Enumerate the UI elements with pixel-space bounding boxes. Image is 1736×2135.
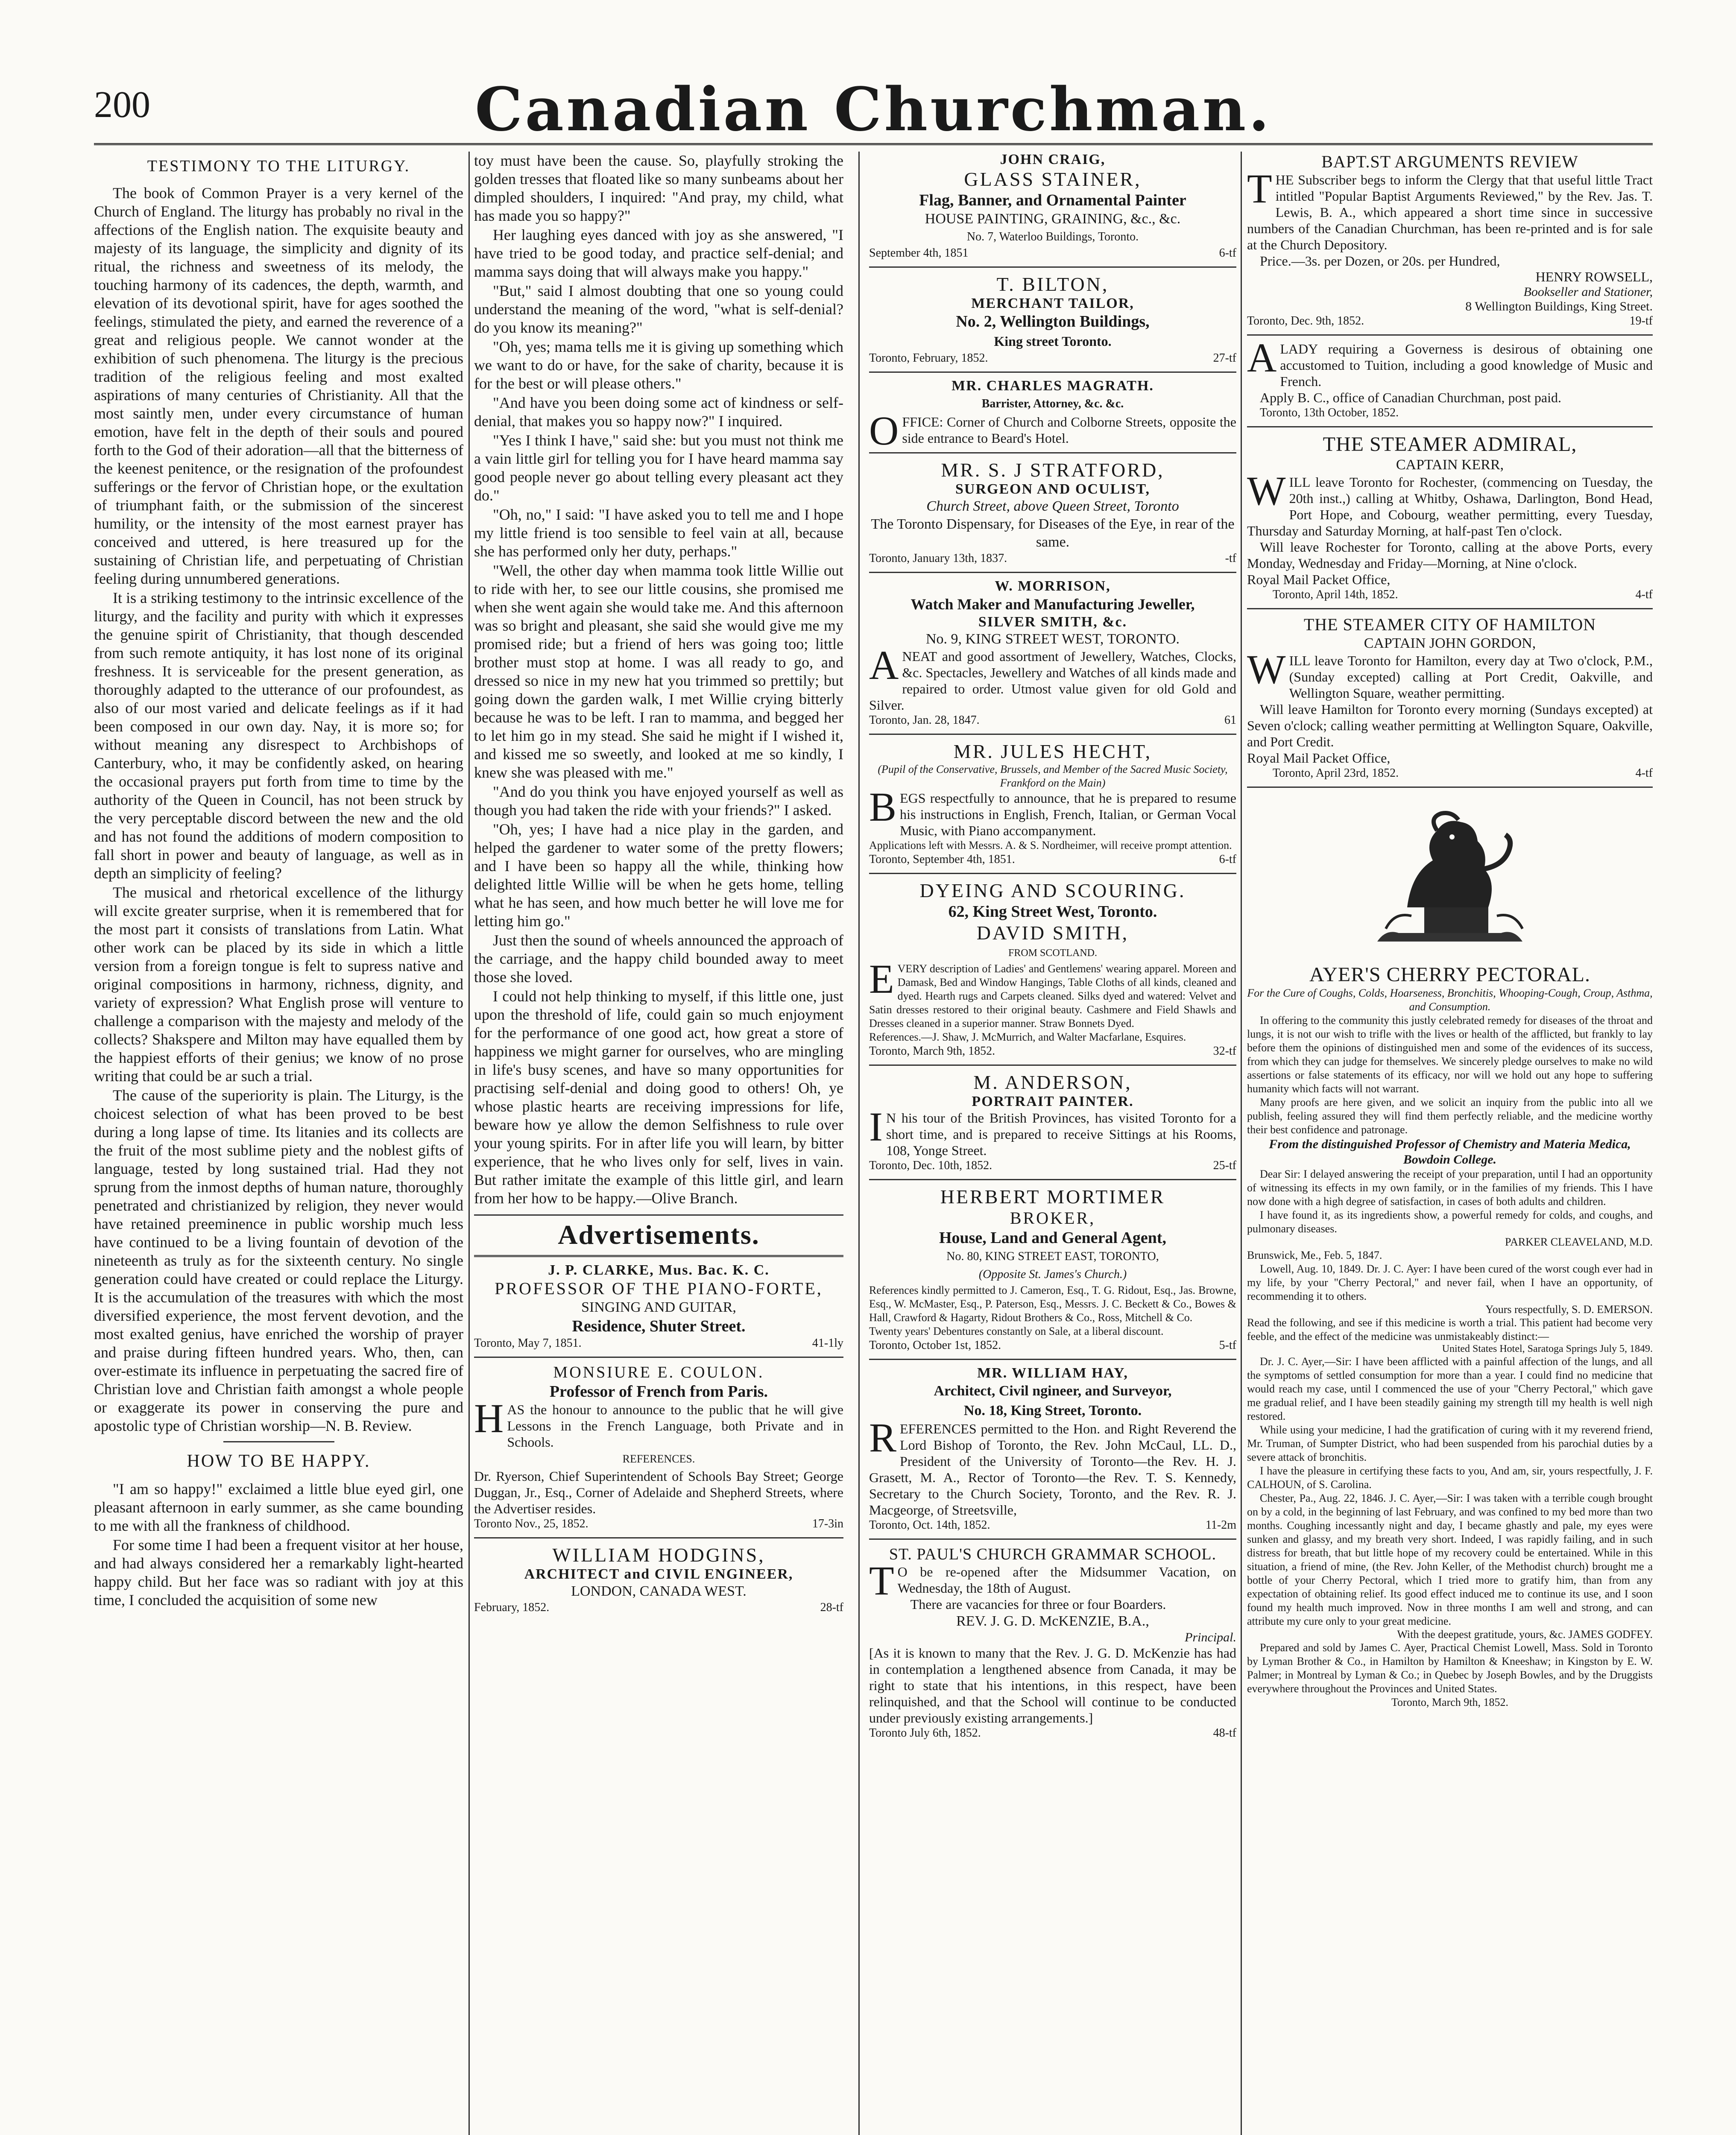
column-1 (94, 152, 463, 2135)
masthead-rule (94, 143, 1653, 145)
ad-date: Toronto, Dec. 10th, 1852. (869, 1159, 992, 1172)
ad-line: Flag, Banner, and Ornamental Painter (919, 191, 1186, 209)
masthead (94, 75, 1653, 152)
ad-signature-title: Principal. (1185, 1630, 1236, 1644)
ad-signature: HENRY ROWSELL, (1535, 269, 1653, 284)
advertisements-heading: Advertisements. (558, 1220, 760, 1250)
ad-name: J. P. CLARKE, Mus. Bac. K. C. (548, 1262, 770, 1278)
paragraph: "Well, the other day when mamma took little Willie out to ride with her, to see our little cousins, she promised me when she went again she would take me. And this afternoon was so bright and pleasant, she said she would give me my promised ride; but a friend of hers was going too; little brother must stop at home. I was all ready to go, and dressed so nice in my new hat you trimmed so prettily; but going down the garden walk, I met Willie crying bitterly because he was to be left. I ran to mamma, and begged her to let him go in my stead. She said he might if I wished it, and kissed me so sweetly, and looked at me so kindly, I knew she was pleased with me." (474, 562, 843, 781)
ad-name: MR. WILLIAM HAY, (977, 1365, 1128, 1381)
ad-text: Chester, Pa., Aug. 22, 1846. J. C. Ayer,—Sir: I was taken with a terrible cough brought on by a cold, in the beginning of last February, and was confined to my bed more than two months. Coughing incessantly night and day, I became ghastly and pale, my eyes were sunken and glassy, and my breath very short. Indeed, I was rapidly failing, and in such distress for breath, that but little hope of my recovery could be entertained. While in this situation, a friend of mine, (the Rev. John Keller, of the Methodist church) brought me a bottle of your Cherry Pectoral, which I tried more to gratify him, than from any expectation of obtaining relief. Its good effect induced me to continue its use, and I soon found my health much improved. Now in three months I am well and strong, and can attribute my cure only to your great medicine. (1247, 1492, 1653, 1627)
ad-line: (Opposite St. James's Church.) (978, 1268, 1127, 1281)
ad-line: No. 9, KING STREET WEST, TORONTO. (925, 631, 1180, 647)
ad-line: Watch Maker and Manufacturing Jeweller, (910, 596, 1195, 613)
ad-name: MR. CHARLES MAGRATH. (951, 378, 1154, 394)
ad-morrison (869, 573, 1236, 735)
ad-code: 4-tf (1635, 588, 1653, 601)
ad-code: 19-tf (1629, 314, 1653, 328)
paragraph: The cause of the superiority is plain. The Liturgy, is the choicest selection of what has been proved to be best during a long lapse of time. Its litanies and its collects are the fruit of the most sublime piety and the noblest gifts of language, tested by long sustained trial. Had they not sprung from the inmost depths of human nature, thoroughly penetrated and christianized by religion, they never would have retained preeminence in public worship much less have continued to be a living fountain of devotion of the nineteenth as truly as for the sixteenth century. No single generation could have created or could replace the Liturgy. It is the accumulation of the treasures with which the most diversified experience, the most fervent devotion, and the most exalted genius, have enriched the worship of prayer and praise during fifteen hundred years. Who, then, can over-estimate its influence in perpetuating the sacred fire of Christian love and Christian faith amongst a whole people or exaggerate its power in conserving the pure and apostolic type of Christian worship—N. B. Review. (94, 1087, 463, 1434)
ad-refs-heading: REFERENCES. (622, 1453, 695, 1465)
ad-code: 48-tf (1213, 1726, 1236, 1740)
ad-code: 32-tf (1213, 1044, 1236, 1058)
ad-text: References kindly permitted to J. Cameron, Esq., T. G. Ridout, Esq., Jas. Browne, Esq., W. McMaster, Esq., P. Paterson, Esq., Messrs. J. C. Beckett & Co., Bowes & Hall, Crawford & Hagarty, Ridout Brothers & Co., Ross, Mitchell & Co. (869, 1284, 1236, 1324)
ad-line: Professor of French from Paris. (549, 1383, 768, 1401)
ad-signature: 8 Wellington Buildings, King Street. (1465, 299, 1653, 313)
ad-text: Applications left with Messrs. A. & S. Nordheimer, will receive prompt attention. (869, 839, 1232, 851)
divider (223, 1441, 334, 1442)
ad-line: The Toronto Dispensary, for Diseases of the Eye, in rear of the same. (871, 516, 1235, 550)
ad-name: WILLIAM HODGINS, (552, 1544, 765, 1566)
ad-code: 28-tf (820, 1601, 843, 1614)
paragraph: "Oh, yes; I have had a nice play in the garden, and helped the gardener to water some of the pretty flowers; and I have been so happy all the while, thinking how delighted little Willie will be when he gets home, telling what he has seen, and how much better he will love me for letting him go." (474, 821, 843, 930)
ad-text: While using your medicine, I had the gratification of curing with it my reverend friend, Mr. Truman, of Sumpter District, who had been suspended from his parochial duties by a severe attack of bronchitis. (1247, 1424, 1653, 1463)
ad-code: 25-tf (1213, 1159, 1236, 1172)
paragraph: toy must have been the cause. So, playfully stroking the golden tresses that floated like so many sunbeams about her dimpled shoulders, I inquired: "And pray, my child, what has made you so happy?" (474, 152, 843, 224)
ad-text: Dr. J. C. Ayer,—Sir: I have been afflicted with a painful affection of the lungs, and all the symptoms of settled consumption for more than a year. I could find no medicine that would reach my case, until I commenced the use of your "Cherry Pectoral," which gave me gradual relief, and I have been steadily gaining my strength till my health is well nigh restored. (1247, 1355, 1653, 1422)
ad-signature: With the deepest gratitude, yours, &c. JAMES GODFEY. (1397, 1628, 1653, 1641)
ad-code: 41-1ly (812, 1337, 843, 1350)
ad-text: ANEAT and good assortment of Jewellery, Watches, Clocks, &c. Spectacles, Jewellery and Watches of all kinds made and repaired to order. Utmost value given for old Gold and Silver. (869, 642, 1236, 713)
ad-date: Toronto, 13th October, 1852. (1260, 406, 1399, 419)
ad-date: Toronto, September 4th, 1851. (869, 853, 1015, 866)
ad-line: No. 2, Wellington Buildings, (956, 313, 1150, 330)
paragraph: "But," said I almost doubting that one so young could understand the meaning of the word, "what is self-denial? do you know its meaning?" (474, 282, 843, 336)
ad-code: 17-3in (812, 1517, 843, 1530)
ad-name: JOHN CRAIG, (1000, 152, 1106, 167)
ad-name: BAPT.ST ARGUMENTS REVIEW (1321, 152, 1578, 171)
ad-line: SINGING AND GUITAR, (581, 1299, 736, 1315)
ad-text: ALADY requiring a Governess is desirous of obtaining one accustomed to Tuition, including a good knowledge of Music and French. (1247, 335, 1653, 389)
paragraph: I could not help thinking to myself, if this little one, just upon the threshold of life, could gain so much enjoyment for the performance of one good act, how great a store of happiness we might garner for ourselves, who are mingling in life's busy scenes, and have so many opportunities for practising self-denial and doing good to others! Oh, ye whose plastic hearts are receiving impressions for life, beware how ye allow the demon Selfishness to rule over your young spirits. For in after life you will learn, by bitter experience, that he who lives only for self, lives in vain. But rather imitate the example of this little girl, and learn from her how to be happy.—Olive Branch. (474, 988, 843, 1207)
ad-name: AYER'S CHERRY PECTORAL. (1309, 963, 1590, 986)
ad-governess (1247, 336, 1653, 427)
ad-name: M. ANDERSON, (973, 1071, 1132, 1093)
ad-line: Architect, Civil ngineer, and Surveyor, (934, 1383, 1172, 1399)
ad-text: Twenty years' Debentures constantly on Sale, at a liberal discount. (869, 1325, 1164, 1337)
ad-text: Many proofs are here given, and we solicit an inquiry from the public into all we publish, feeling assured they will find them perfectly reliable, and the medicine worthy their best confidence and patronage. (1247, 1096, 1653, 1136)
ad-name: MR. S. J STRATFORD, (941, 459, 1165, 481)
ad-line: Barrister, Attorney, &c. &c. (981, 397, 1124, 410)
ad-code: 4-tf (1635, 766, 1653, 780)
ad-signature: PARKER CLEAVELAND, M.D. (1505, 1236, 1653, 1248)
ad-text: WILL leave Toronto for Rochester, (commencing on Tuesday, the 20th inst.,) calling at Whitby, Oshawa, Darlington, Bond Head, Port Hope, and Cobourg, weather permitting, every Tuesday, Thursday and Saturday Morning, at half-past Ten o'clock. (1247, 468, 1653, 538)
ad-line: 62, King Street West, Toronto. (948, 903, 1157, 921)
paragraph: Just then the sound of wheels announced the approach of the carriage, and the happy child bounded away to meet those she loved. (474, 932, 843, 986)
ad-line: ARCHITECT and CIVIL ENGINEER, (524, 1566, 793, 1582)
ad-date: Toronto July 6th, 1852. (869, 1726, 981, 1740)
ad-text: Will leave Rochester for Toronto, calling at the above Ports, every Monday, Wednesday and Friday—Morning, at Nine o'clock. (1247, 539, 1653, 571)
ad-date: Toronto, April 23rd, 1852. (1273, 766, 1399, 780)
ad-hay (869, 1360, 1236, 1540)
ad-date: Toronto, April 14th, 1852. (1273, 588, 1398, 601)
lion-vignette-icon (1360, 801, 1540, 954)
ad-line: PORTRAIT PAINTER. (972, 1094, 1134, 1109)
ad-line: SILVER SMITH, &c. (978, 614, 1127, 630)
ad-name: W. MORRISON, (995, 578, 1111, 594)
paragraph: "Oh, no," I said: "I have asked you to tell me and I hope my little friend is too sensible to feel vain at all, because she has performed only her duty, perhaps." (474, 506, 843, 560)
column-4 (1247, 152, 1653, 2135)
ad-bilton (869, 268, 1236, 373)
ad-date: Toronto, February, 1852. (869, 351, 988, 365)
ad-baptist-review (1247, 152, 1653, 336)
ad-hecht (869, 735, 1236, 874)
ad-signature: REV. J. G. D. McKENZIE, B.A., (956, 1613, 1149, 1629)
ad-text: EVERY description of Ladies' and Gentlemens' wearing apparel. Moreen and Damask, Bed and Window Hangings, Table Cloths of all kinds, cleaned and dyed. Hearth rugs and Carpets cleaned. Silks dyed and watered: Velvet and Satin dresses restored to their original beauty. Cashmere and Field Shawls and Dresses cleaned in a superior manner. Straw Bonnets Dyed. (869, 956, 1236, 1029)
column-rule (858, 152, 860, 2135)
ad-date: September 4th, 1851 (869, 246, 969, 260)
ad-date: Toronto, October 1st, 1852. (869, 1339, 1001, 1352)
paragraph: It is a striking testimony to the intrinsic excellence of the liturgy, and the facility and purity with which it expresses the genuine spirit of Christianity, that though descended from such remote antiquity, it has lost none of its original freshness. It is serviceable for the present generation, as thoroughly adapted to the utterance of our profoundest, as also of our most varied and delicate feelings as if it had been composed in our own day. Nay, it is more so; for without meaning any disrespect to Archbishops of Canterbury, who, it may be confidently asked, on hearing the occasional prayers put forth from time to time by the authority of the Queen in Council, has not been struck by the very perceptable discord between the new and the old and has not found the additions of modern composition to fall short in power and beauty of language, as well as in depth an simplicity of feeling? (94, 589, 463, 882)
ad-line: MERCHANT TAILOR, (971, 295, 1134, 311)
ad-text: References.—J. Shaw, J. McMurrich, and Walter Macfarlane, Esquires. (869, 1031, 1186, 1043)
ad-text: I have the pleasure in certifying these facts to you, And am, sir, yours respectfully, J. F. CALHOUN, of S. Carolina. (1247, 1465, 1653, 1491)
column-3 (869, 152, 1236, 2135)
ad-text: Dear Sir: I delayed answering the receipt of your preparation, until I had an opportunity of witnessing its effects in my own family, or in the families of my friends. This I have now done with a high degree of satisfaction, in cases of both adults and children. (1247, 1168, 1653, 1208)
ad-line: House, Land and General Agent, (939, 1229, 1167, 1247)
ad-text: Read the following, and see if this medicine is worth a trial. This patient had become very feeble, and the effect of the medicine was unmistakeably distinct:— (1247, 1316, 1653, 1342)
article-body (94, 184, 463, 1435)
ad-ayer-cherry-pectoral (1247, 963, 1653, 1715)
ad-text: Prepared and sold by James C. Ayer, Practical Chemist Lowell, Mass. Sold in Toronto by Lyman Brother & Co., in Hamilton by Hamilton & Kneeshaw; in Kingston by E. W. Palmer; in Montreal by Lyman & Co.; in Quebec by Joseph Bowles, and by the Druggists everywhere throughout the Provinces and United States. (1247, 1641, 1653, 1695)
ad-date: Toronto, May 7, 1851. (474, 1337, 582, 1350)
ad-steamer-hamilton (1247, 609, 1653, 788)
ad-text: Lowell, Aug. 10, 1849. Dr. J. C. Ayer: I have been cured of the worst cough ever had in my life, by your "Cherry Pectoral," and never fail, when I have an opportunity, of recommending it to others. (1247, 1263, 1653, 1302)
ad-line: King street Toronto. (994, 333, 1112, 349)
ad-line: BROKER, (1010, 1208, 1096, 1228)
paragraph: The book of Common Prayer is a very kernel of the Church of England. The liturgy has probably no rival in the affections of the English nation. The exquisite beauty and majesty of its language, the simplicity and dignity of its ritual, the richness and sweetness of its melody, the touching harmony of its cadences, the depth, warmth, and elevation of its devotional spirit, have for ages soothed the feelings, stimulated the piety, and earned the reverence of a great and religious people. We cannot wonder at the exhibition of such phenomena. The liturgy is the precious tradition of the religious feeling and most exalted aspirations of many centuries of Christianity. All that the most saintly men, under every circumstance of human emotion, have felt in the depth of their souls and poured forth to the God of their adoration—all that the bitterness of the keenest penitence, or the resignation of the profoundest sufferings or the fervor of Christian hope, or the exultation of triumphant faith, or the submission of the sincerest humility, or the intensity of the most earnest prayer has conceived and uttered, is here treasured up for the sustaining of Christian life, and perpetuating of Christian feeling during unnumbered generations. (94, 184, 463, 587)
column-rule (468, 152, 470, 2135)
ad-line: No. 7, Waterloo Buildings, Toronto. (966, 230, 1139, 243)
ad-code: 11-2m (1205, 1518, 1236, 1532)
ad-line: No. 80, KING STREET EAST, TORONTO, (946, 1250, 1159, 1263)
ad-date: Toronto, Jan. 28, 1847. (869, 714, 980, 727)
article-heading: HOW TO BE HAPPY. (187, 1451, 371, 1471)
ad-line: FROM SCOTLAND. (1008, 948, 1098, 959)
ad-clarke (474, 1257, 843, 1358)
ad-code: 6-tf (1219, 246, 1236, 260)
ad-text: In offering to the community this justly celebrated remedy for diseases of the throat and lungs, it is not our wish to trifle with the lives or health of the afflicted, but frankly to lay before them the opinions of distinguished men and some of the evidences of its success, from which they can judge for themselves. We sincerely pledge ourselves to make no wild assertions or false statements of its efficacy, nor will we hold out any hope to suffering humanity which facts will not warrant. (1247, 1014, 1653, 1095)
ad-date: February, 1852. (474, 1601, 550, 1614)
ad-text: There are vacancies for three or four Boarders. (910, 1597, 1166, 1612)
ad-line: Church Street, above Queen Street, Toronto (926, 498, 1179, 514)
ad-signature: Bookseller and Stationer, (1523, 285, 1653, 299)
paragraph: "Oh, yes; mama tells me it is giving up something which we want to do or have, for the sake of charity, because it is for the best or will please others." (474, 338, 843, 392)
ad-code: -tf (1225, 552, 1236, 565)
ad-line: LONDON, CANADA WEST. (571, 1583, 747, 1599)
ad-name: ST. PAUL'S CHURCH GRAMMAR SCHOOL. (889, 1545, 1217, 1563)
ad-text: Brunswick, Me., Feb. 5, 1847. (1247, 1249, 1382, 1261)
ad-date: Toronto Nov., 25, 1852. (474, 1517, 588, 1530)
ad-name: THE STEAMER CITY OF HAMILTON (1303, 615, 1596, 634)
ad-line: PROFESSOR OF THE PIANO-FORTE, (495, 1279, 823, 1298)
ad-text: [As it is known to many that the Rev. J. G. D. McKenzie has had in contemplation a lengthened absence from Canada, it may be right to state that his intentions, in this respect, have been relinquished, and that the School will continue to be conducted under previously existing arrangements.] (869, 1645, 1236, 1726)
ad-text: WILL leave Toronto for Hamilton, every day at Two o'clock, P.M., (Sunday excepted) calling at Port Credit, Oakville, and Wellington Square, weather permitting. (1247, 646, 1653, 701)
ad-date: Toronto, January 13th, 1837. (869, 552, 1007, 565)
ad-code: 6-tf (1219, 853, 1236, 866)
paragraph: The musical and rhetorical excellence of the lithurgy will excite greater surprise, when it is remembered that for the most part it consists of translations from Latin. What other work can be placed by its side in which a little version from a foreign tongue is felt to supress native and original compositions in harmony, richness, dignity, and variety of expression? What English prose will venture to challenge a comparison with the majesty and melody of the collects? Shakspere and Milton may have equalled them by the happiest efforts of their genius; we know of no prose writing that could be ar such a trial. (94, 884, 463, 1085)
ad-coulon (474, 1358, 843, 1538)
ad-hodgins (474, 1538, 843, 1621)
ad-line: (Pupil of the Conservative, Brussels, and Member of the Sacred Music Society, Frankford on the Main) (878, 763, 1228, 789)
ad-line: CAPTAIN JOHN GORDON, (1364, 635, 1536, 651)
ad-line: For the Cure of Coughs, Colds, Hoarseness, Bronchitis, Whooping-Cough, Croup, Asthma, and Consumption. (1247, 987, 1653, 1013)
ad-steamer-admiral (1247, 427, 1653, 609)
ad-signature: United States Hotel, Saratoga Springs July 5, 1849. (1442, 1343, 1653, 1354)
ad-code: 27-tf (1213, 351, 1236, 365)
ad-text: I have found it, as its ingredients show, a powerful remedy for colds, and coughs, and pulmonary diseases. (1247, 1209, 1653, 1235)
ad-anderson (869, 1066, 1236, 1180)
article-heading: TESTIMONY TO THE LITURGY. (147, 157, 410, 175)
ad-text: Royal Mail Packet Office, (1247, 572, 1391, 587)
paragraph: "And have you been doing some act of kindness or self-denial, that makes you so happy now?" I inquired. (474, 394, 843, 430)
ad-name: THE STEAMER ADMIRAL, (1323, 433, 1577, 456)
ad-line: Residence, Shuter Street. (572, 1317, 746, 1335)
paragraph: "I am so happy!" exclaimed a little blue eyed girl, one pleasant afternoon in early summer, as she came bounding to me with all the frankness of childhood. (94, 1480, 463, 1534)
article-body (94, 1480, 463, 1609)
ad-line: CAPTAIN KERR, (1396, 457, 1504, 473)
ad-magrath (869, 373, 1236, 453)
ad-text: BEGS respectfully to announce, that he is prepared to resume his instructions in English, French, Italian, or German Vocal Music, with Piano accompanyment. (869, 784, 1236, 838)
ad-text: Royal Mail Packet Office, (1247, 750, 1391, 766)
ad-text: Will leave Hamilton for Toronto every morning (Sundays excepted) at Seven o'clock; calling weather permitting at Wellington Square, Oakville, and Port Credit. (1247, 702, 1653, 749)
ad-line: No. 18, King Street, Toronto. (963, 1403, 1142, 1418)
ad-craig (869, 152, 1236, 268)
article-body (474, 152, 843, 1208)
ad-code: 5-tf (1219, 1339, 1236, 1352)
ad-date: Toronto, Dec. 9th, 1852. (1247, 314, 1364, 328)
ad-price: Price.—3s. per Dozen, or 20s. per Hundred, (1260, 253, 1500, 269)
column-rule (1241, 152, 1242, 2135)
paragraph: "Yes I think I have," said she: but you must not think me a vain little girl for telling you for I have heard mamma say good people never go about telling every pleasant act they do." (474, 432, 843, 504)
ad-text: TO be re-opened after the Midsummer Vacation, on Wednesday, the 18th of August. (869, 1558, 1236, 1603)
ad-name: HERBERT MORTIMER (940, 1186, 1165, 1208)
ad-name: MONSIURE E. COULON. (553, 1363, 764, 1381)
ad-name: DYEING AND SCOURING. (919, 880, 1186, 901)
ad-mortimer (869, 1180, 1236, 1360)
ad-stratford (869, 453, 1236, 573)
ad-text: REFERENCES permitted to the Hon. and Right Reverend the Lord Bishop of Toronto, the Rev. John McCaul, LL. D., President of the University of Toronto—the Rev. H. J. Grasett, M. A., Rector of Toronto—the Rev. T. S. Kennedy, Secretary to the Church Society, Toronto, and the Rev. R. J. Macgeorge, of Streetsville, (869, 1415, 1236, 1518)
ad-line: HOUSE PAINTING, GRAINING, &c., &c. (925, 211, 1181, 227)
ad-text: HAS the honour to announce to the public that he will give Lessons in the French Language, both Private and in Schools. (474, 1395, 843, 1450)
ad-refs: Dr. Ryerson, Chief Superintendent of Schools Bay Street; George Duggan, Jr., Esq., Corner of Adelaide and Shepherd Streets, where the Advertiser resides. (474, 1468, 843, 1516)
ad-name: MR. JULES HECHT, (953, 740, 1152, 762)
ad-line: From the distinguished Professor of Chemistry and Materia Medica, Bowdoin College. (1269, 1137, 1631, 1167)
ad-code: 61 (1224, 714, 1236, 727)
page-number: 200 (94, 84, 150, 126)
ad-text: OFFICE: Corner of Church and Colborne Streets, opposite the side entrance to Beard's Hotel. (869, 408, 1236, 453)
ad-date: Toronto, March 9th, 1852. (1391, 1696, 1509, 1708)
ad-name: T. BILTON, (996, 273, 1109, 295)
paragraph: Her laughing eyes danced with joy as she answered, "I have tried to be good today, and practice self-denial; and mamma says doing that will always make you happy." (474, 226, 843, 280)
paragraph: "And do you think you have enjoyed yourself as well as though you had taken the ride with your friends?" I asked. (474, 783, 843, 819)
ad-date: Toronto, March 9th, 1852. (869, 1044, 995, 1058)
ad-text: THE Subscriber begs to inform the Clergy that that useful little Tract intitled "Popular Baptist Arguments Reviewed," by the Rev. Jas. T. Lewis, B. A., which appeared a short time since in successive numbers of the Canadian Churchman, has been re-printed and is for sale at the Church Depository. (1247, 166, 1653, 252)
ad-line: DAVID SMITH, (976, 922, 1129, 944)
paper-title: Canadian Churchman. (474, 75, 1272, 145)
column-2 (474, 152, 843, 2135)
paragraph: For some time I had been a frequent visitor at her house, and had always considered her a remarkably light-hearted happy child. But her face was so radiant with joy at this time, I concluded the acquisition of some new (94, 1536, 463, 1609)
ad-line: GLASS STAINER, (964, 168, 1142, 190)
ad-dyeing (869, 874, 1236, 1066)
ad-text: IN his tour of the British Provinces, has visited Toronto for a short time, and is prepared to receive Sittings at his Rooms, 108, Yonge Street. (869, 1104, 1236, 1158)
ad-grammar-school (869, 1540, 1236, 1746)
ad-text: Apply B. C., office of Canadian Churchman, post paid. (1260, 390, 1561, 405)
ad-line: SURGEON AND OCULIST, (955, 481, 1150, 497)
ad-signature: Yours respectfully, S. D. EMERSON. (1485, 1303, 1653, 1316)
ad-date: Toronto, Oct. 14th, 1852. (869, 1518, 990, 1532)
